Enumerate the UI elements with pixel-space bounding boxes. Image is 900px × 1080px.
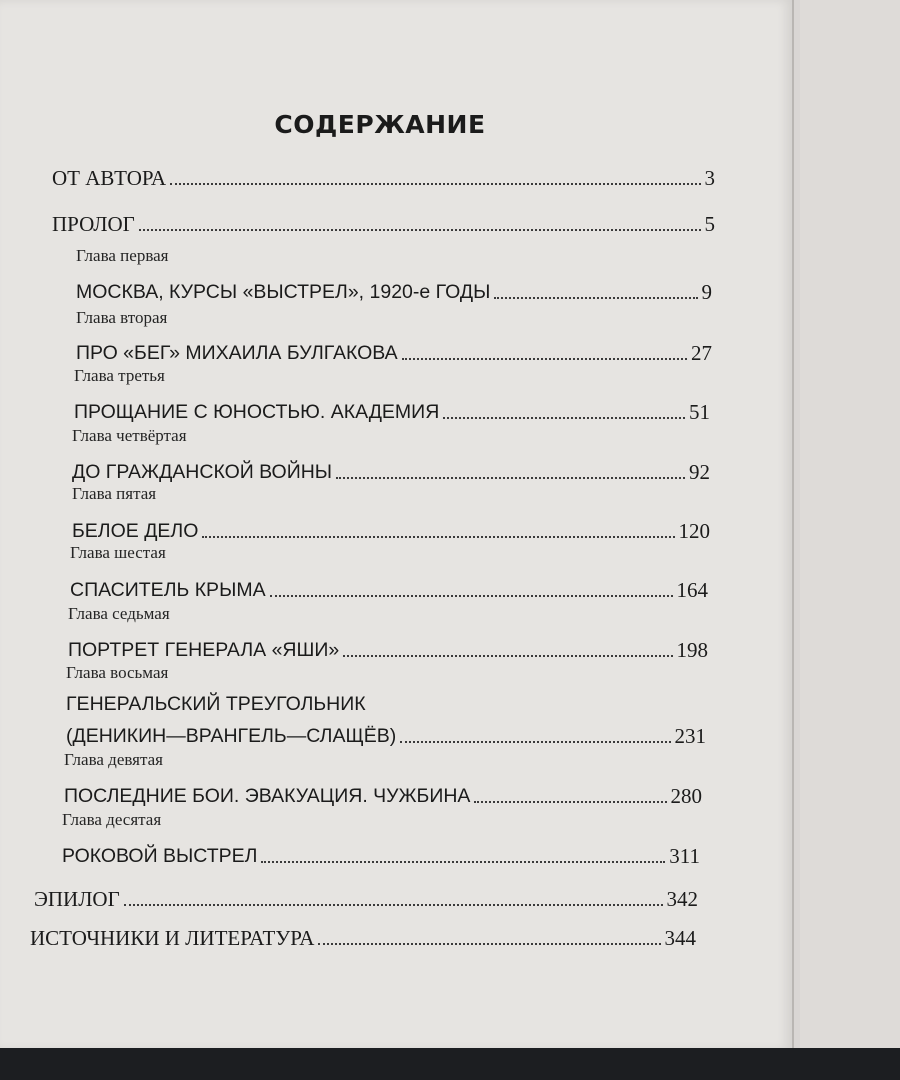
- toc-page-number: 231: [674, 724, 706, 748]
- toc-entry-chapter-1: [76, 278, 712, 304]
- toc-entry-title: ЭПИЛОГ: [34, 887, 120, 911]
- bottom-edge: [0, 1048, 900, 1080]
- chapter-label: Глава третья: [74, 366, 165, 385]
- toc-page-number: 5: [704, 212, 715, 236]
- toc-entry-title: СПАСИТЕЛЬ КРЫМА: [70, 579, 266, 601]
- chapter-label: Глава девятая: [64, 750, 163, 769]
- chapter-label: Глава четвёртая: [72, 426, 187, 445]
- dot-leader: [343, 655, 672, 657]
- toc-entry-title: ПРО «БЕГ» МИХАИЛА БУЛГАКОВА: [76, 342, 398, 364]
- toc-entry-title: ПОРТРЕТ ГЕНЕРАЛА «ЯШИ»: [68, 639, 340, 661]
- toc-entry-title: ПРОЩАНИЕ С ЮНОСТЬЮ. АКАДЕМИЯ: [74, 401, 440, 423]
- toc-entry-chapter-4: [72, 458, 710, 484]
- toc-entry-prologue: [52, 210, 715, 236]
- dot-leader: [494, 297, 697, 299]
- toc-page-number: 280: [670, 784, 702, 808]
- dot-leader: [443, 417, 685, 419]
- toc-page-number: 342: [666, 887, 698, 911]
- toc-page-number: 120: [678, 519, 710, 543]
- toc-page-number: 344: [664, 926, 696, 950]
- toc-entry-epilogue: [34, 885, 698, 911]
- toc-page-number: 92: [689, 460, 710, 484]
- toc-entry-chapter-3: [74, 398, 710, 424]
- toc-page-number: 164: [676, 578, 708, 602]
- chapter-label: Глава вторая: [76, 308, 168, 327]
- toc-entry-chapter-2: [76, 339, 712, 365]
- chapter-label: Глава десятая: [62, 810, 162, 829]
- toc-entry-chapter-10: [62, 842, 700, 868]
- chapter-label: Глава пятая: [72, 484, 157, 503]
- toc-entry-title: БЕЛОЕ ДЕЛО: [72, 520, 199, 542]
- dot-leader: [402, 358, 687, 360]
- toc-entry-title-line1: ГЕНЕРАЛЬСКИЙ ТРЕУГОЛЬНИК: [66, 693, 366, 715]
- page-title: СОДЕРЖАНИЕ: [274, 110, 486, 139]
- dot-leader: [202, 536, 674, 538]
- toc-page-number: 311: [669, 844, 700, 868]
- toc-entry-title: ДО ГРАЖДАНСКОЙ ВОЙНЫ: [72, 461, 333, 483]
- toc-entry-chapter-5: [72, 517, 710, 543]
- toc-entry-title: ПРОЛОГ: [52, 212, 135, 236]
- toc-entry-title: ИСТОЧНИКИ И ЛИТЕРАТУРА: [30, 926, 315, 950]
- adjacent-page: [800, 0, 900, 1050]
- toc-entry-title: МОСКВА, КУРСЫ «ВЫСТРЕЛ», 1920-е ГОДЫ: [76, 281, 491, 303]
- toc-page-number: 51: [689, 400, 710, 424]
- chapter-label: Глава восьмая: [66, 663, 169, 682]
- toc-entry-from-author: [52, 164, 715, 190]
- dot-leader: [124, 904, 663, 906]
- toc-entry-title: ПОСЛЕДНИЕ БОИ. ЭВАКУАЦИЯ. ЧУЖБИНА: [64, 785, 471, 807]
- dot-leader: [474, 801, 666, 803]
- toc-page-number: 3: [704, 166, 715, 190]
- toc-page-number: 27: [691, 341, 712, 365]
- chapter-label: Глава первая: [76, 246, 169, 265]
- toc-entry-chapter-6: [70, 576, 708, 602]
- toc-page-number: 198: [676, 638, 708, 662]
- toc-entry-title: ОТ АВТОРА: [52, 166, 167, 190]
- dot-leader: [139, 229, 701, 231]
- chapter-label: Глава седьмая: [68, 604, 170, 623]
- dot-leader: [318, 943, 660, 945]
- toc-entry-sources: [30, 924, 696, 950]
- toc-entry-title-line2: (ДЕНИКИН—ВРАНГЕЛЬ—СЛАЩЁВ): [66, 725, 397, 747]
- toc-entry-title: РОКОВОЙ ВЫСТРЕЛ: [62, 845, 258, 867]
- chapter-label: Глава шестая: [70, 543, 166, 562]
- dot-leader: [336, 477, 685, 479]
- dot-leader: [270, 595, 673, 597]
- toc-entry-chapter-9: [64, 782, 702, 808]
- dot-leader: [400, 741, 670, 743]
- toc-page-number: 9: [701, 280, 712, 304]
- dot-leader: [261, 861, 665, 863]
- dot-leader: [170, 183, 700, 185]
- toc-entry-chapter-8: [66, 722, 706, 748]
- toc-entry-chapter-7: [68, 636, 708, 662]
